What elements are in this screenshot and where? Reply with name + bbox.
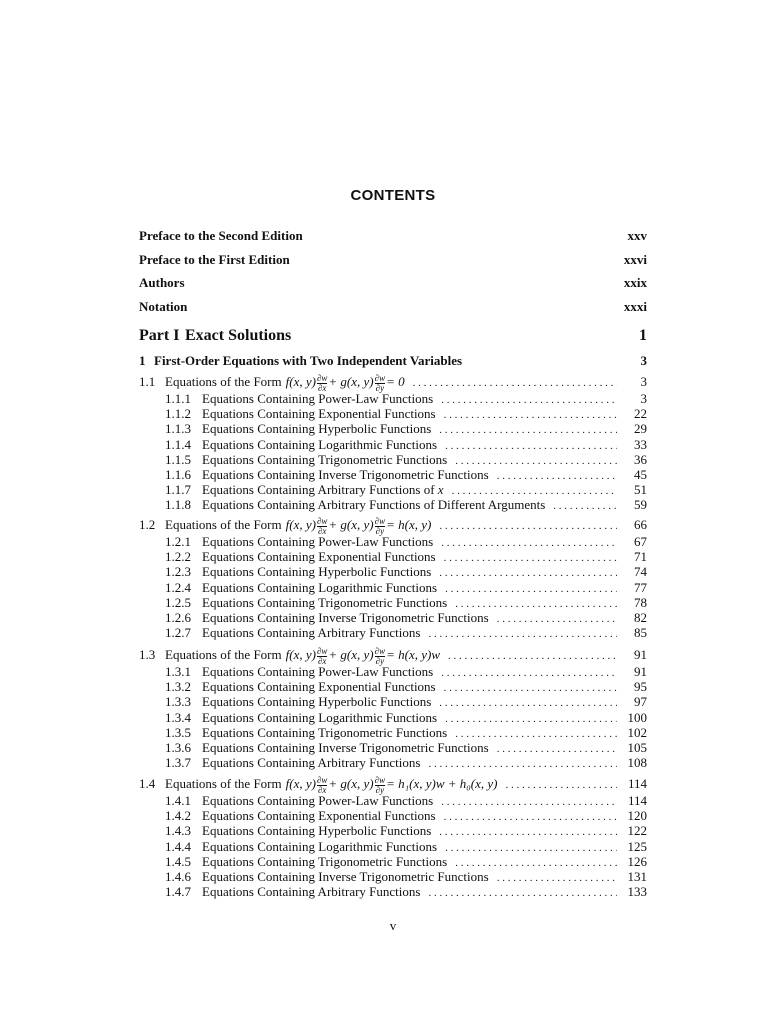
partial-derivative-x: $\frac{\partial w}{\partial x}$: [316, 774, 328, 795]
entry-page: 77: [634, 579, 647, 595]
subsection-label: Equations Containing Trigonometric Functions: [202, 724, 448, 740]
toc-entry-preface-second[interactable]: [139, 227, 647, 245]
subsection-number: 1.3.6: [165, 740, 191, 755]
subsection-number: 1.2.3: [165, 564, 191, 580]
subsection-number: 1.2.5: [165, 594, 191, 610]
toc-entry-section-1-2[interactable]: [139, 516, 647, 534]
subsection-label: Equations Containing Exponential Functions: [202, 406, 436, 422]
entry-page: 133: [627, 884, 647, 900]
entry-page: 97: [634, 694, 647, 710]
toc-entry-authors[interactable]: [139, 274, 647, 292]
entry-page: 1: [639, 327, 647, 344]
entry-page: 108: [627, 755, 647, 771]
subsection-number: 1.2.4: [165, 579, 191, 595]
subsection-number: 1.3.3: [165, 694, 191, 710]
entry-page: 85: [634, 625, 647, 641]
subsection-label: Equations Containing Power-Law Functions: [202, 391, 434, 406]
entry-page: xxix: [623, 275, 647, 290]
entry-page: 105: [627, 740, 647, 755]
section-label: Equations of the Form: [165, 776, 282, 791]
partial-derivative-x: $\frac{\partial w}{\partial x}$: [316, 515, 328, 536]
subsection-label: Equations Containing Hyperbolic Functions: [202, 823, 432, 839]
toc-entry-preface-first[interactable]: [139, 251, 647, 269]
subsection-label: Equations Containing Exponential Functions: [202, 808, 436, 824]
toc-entry-subsection[interactable]: [165, 624, 647, 642]
subsection-number: 1.3.4: [165, 709, 191, 725]
entry-page: 131: [627, 869, 647, 884]
subsection-number: 1.3.7: [165, 755, 191, 771]
subsection-label: Equations Containing Inverse Trigonometric Functions: [202, 610, 489, 625]
subsection-number: 1.2.7: [165, 625, 191, 641]
section-formula-rhs: = h(x, y)w: [386, 647, 440, 662]
dot-leader: [553, 497, 617, 515]
subsection-number: 1.1.7: [165, 482, 191, 498]
entry-label: Notation: [139, 299, 188, 314]
subsection-number: 1.3.5: [165, 724, 191, 740]
subsection-label: Equations Containing Trigonometric Functions: [202, 594, 448, 610]
partial-derivative-y: $\frac{\partial w}{\partial y}$: [374, 774, 386, 795]
toc-entry-section-1-1[interactable]: [139, 373, 647, 391]
subsection-number: 1.1.3: [165, 421, 191, 437]
entry-page: 91: [634, 647, 647, 662]
subsection-label: Equations Containing Trigonometric Functions: [202, 451, 448, 467]
partial-derivative-y: $\frac{\partial w}{\partial y}$: [374, 645, 386, 666]
subsection-number: 1.4.2: [165, 808, 191, 824]
part-label: Exact Solutions: [185, 327, 292, 344]
entry-page: 91: [634, 664, 647, 679]
subsection-label: Equations Containing Arbitrary Functions: [202, 625, 421, 641]
section-label: Equations of the Form: [165, 374, 282, 389]
section-number: 1.4: [139, 776, 156, 791]
entry-page: 3: [640, 391, 647, 406]
toc-entry-section-1-4[interactable]: [139, 775, 647, 793]
entry-page: 125: [627, 838, 647, 854]
subsection-label: Equations Containing Inverse Trigonometric Functions: [202, 467, 489, 482]
toc-entry-subsection[interactable]: [165, 754, 647, 772]
subsection-number: 1.1.4: [165, 436, 191, 452]
section-number: 1.3: [139, 647, 156, 662]
entry-label: Authors: [139, 275, 185, 290]
subsection-number: 1.2.6: [165, 610, 191, 625]
section-formula: f(x, y) $\frac{\partial w}{\partial x}$ + g(x, y) $\frac{\partial w}{\partial y}$ = h(x, y): [285, 515, 432, 536]
subsection-label: Equations Containing Arbitrary Functions of x: [202, 482, 444, 498]
entry-page: 22: [634, 406, 647, 422]
subsection-number: 1.1.2: [165, 406, 191, 422]
entry-page: 36: [634, 451, 647, 467]
subsection-number: 1.1.1: [165, 391, 191, 406]
dot-leader: [428, 884, 617, 902]
subsection-number: 1.3.1: [165, 664, 191, 679]
entry-page: 3: [640, 353, 647, 368]
section-formula-rhs: = h(x, y): [386, 517, 432, 532]
entry-page: 126: [627, 853, 647, 869]
subsection-label: Equations Containing Hyperbolic Functions: [202, 694, 432, 710]
dot-leader: [428, 625, 617, 643]
entry-page: 74: [634, 564, 647, 580]
dot-leader: [428, 755, 617, 773]
toc-entry-notation[interactable]: [139, 298, 647, 316]
subsection-label: Equations Containing Logarithmic Functions: [202, 709, 438, 725]
toc-entry-part[interactable]: [139, 327, 647, 345]
subsection-label: Equations Containing Hyperbolic Functions: [202, 421, 432, 437]
subsection-number: 1.1.5: [165, 451, 191, 467]
entry-page: 114: [627, 793, 647, 808]
chapter-label: First-Order Equations with Two Independent Variables: [154, 353, 463, 368]
subsection-label: Equations Containing Inverse Trigonometric Functions: [202, 869, 489, 884]
partial-derivative-y: $\frac{\partial w}{\partial y}$: [374, 372, 386, 393]
partial-derivative-y: $\frac{\partial w}{\partial y}$: [374, 515, 386, 536]
subsection-label: Equations Containing Exponential Functions: [202, 549, 436, 565]
section-formula-rhs: = h₁(x, y)w + h₀(x, y): [386, 776, 498, 791]
subsection-label: Equations Containing Power-Law Functions: [202, 664, 434, 679]
entry-page: 3: [640, 374, 647, 389]
subsection-label: Equations Containing Power-Law Functions: [202, 534, 434, 549]
partial-derivative-x: $\frac{\partial w}{\partial x}$: [316, 372, 328, 393]
section-formula-rhs: = 0: [386, 374, 405, 389]
entry-page: 82: [634, 610, 647, 625]
subsection-number: 1.4.1: [165, 793, 191, 808]
subsection-number: 1.4.3: [165, 823, 191, 839]
subsection-number: 1.1.6: [165, 467, 191, 482]
toc-entry-chapter[interactable]: [139, 352, 647, 370]
entry-page: 120: [627, 808, 647, 824]
entry-page: xxvi: [623, 252, 647, 267]
page-title: CONTENTS: [350, 187, 436, 204]
subsection-number: 1.4.4: [165, 838, 191, 854]
entry-page: 66: [634, 517, 647, 532]
entry-page: 78: [634, 594, 647, 610]
section-number: 1.2: [139, 517, 156, 532]
section-label: Equations of the Form: [165, 517, 282, 532]
subsection-label: Equations Containing Power-Law Functions: [202, 793, 434, 808]
section-label: Equations of the Form: [165, 647, 282, 662]
toc-entry-subsection[interactable]: [165, 496, 647, 514]
entry-page: 29: [634, 421, 647, 437]
entry-label: Preface to the First Edition: [139, 252, 290, 267]
part-number: Part I: [139, 327, 180, 344]
section-number: 1.1: [139, 374, 156, 389]
entry-page: 59: [634, 497, 647, 513]
entry-page: 45: [634, 467, 647, 482]
subsection-number: 1.2.1: [165, 534, 191, 549]
subsection-number: 1.4.5: [165, 853, 191, 869]
subsection-number: 1.2.2: [165, 549, 191, 565]
subsection-number: 1.3.2: [165, 679, 191, 695]
subsection-label: Equations Containing Arbitrary Functions: [202, 884, 421, 900]
entry-page: 51: [634, 482, 647, 498]
entry-label: Preface to the Second Edition: [139, 228, 303, 243]
entry-page: 100: [627, 709, 647, 725]
subsection-label: Equations Containing Logarithmic Functions: [202, 838, 438, 854]
entry-page: 33: [634, 436, 647, 452]
entry-page: 122: [627, 823, 647, 839]
page-number-footer: v: [389, 918, 397, 933]
section-formula: f(x, y) $\frac{\partial w}{\partial x}$ + g(x, y) $\frac{\partial w}{\partial y}$ = 0: [285, 372, 405, 393]
subsection-label: Equations Containing Logarithmic Functions: [202, 579, 438, 595]
section-formula: f(x, y) $\frac{\partial w}{\partial x}$ + g(x, y) $\frac{\partial w}{\partial y}$ = h(x, y)w: [285, 645, 440, 666]
subsection-number: 1.1.8: [165, 497, 191, 513]
partial-derivative-x: $\frac{\partial w}{\partial x}$: [316, 645, 328, 666]
entry-page: 71: [634, 549, 647, 565]
subsection-label: Equations Containing Exponential Functions: [202, 679, 436, 695]
subsection-number: 1.4.7: [165, 884, 191, 900]
subsection-label: Equations Containing Arbitrary Functions: [202, 755, 421, 771]
subsection-label: Equations Containing Hyperbolic Functions: [202, 564, 432, 580]
entry-page: 102: [627, 724, 647, 740]
toc-entry-subsection[interactable]: [165, 883, 647, 901]
subsection-label: Equations Containing Arbitrary Functions of Different Arguments: [202, 497, 546, 513]
entry-page: xxv: [627, 228, 647, 243]
math-variable-x: x: [437, 482, 444, 498]
subsection-number: 1.4.6: [165, 869, 191, 884]
entry-page: 67: [634, 534, 647, 549]
subsection-label: Equations Containing Trigonometric Functions: [202, 853, 448, 869]
entry-page: 114: [627, 776, 647, 791]
subsection-label: Equations Containing Inverse Trigonometric Functions: [202, 740, 489, 755]
section-formula: f(x, y) $\frac{\partial w}{\partial x}$ + g(x, y) $\frac{\partial w}{\partial y}$ = h₁(x, y)w + h₀(x, y): [285, 774, 498, 795]
entry-page: xxxi: [623, 299, 647, 314]
chapter-number: 1: [139, 353, 146, 368]
entry-page: 95: [634, 679, 647, 695]
subsection-label: Equations Containing Logarithmic Functions: [202, 436, 438, 452]
toc-entry-section-1-3[interactable]: [139, 646, 647, 664]
